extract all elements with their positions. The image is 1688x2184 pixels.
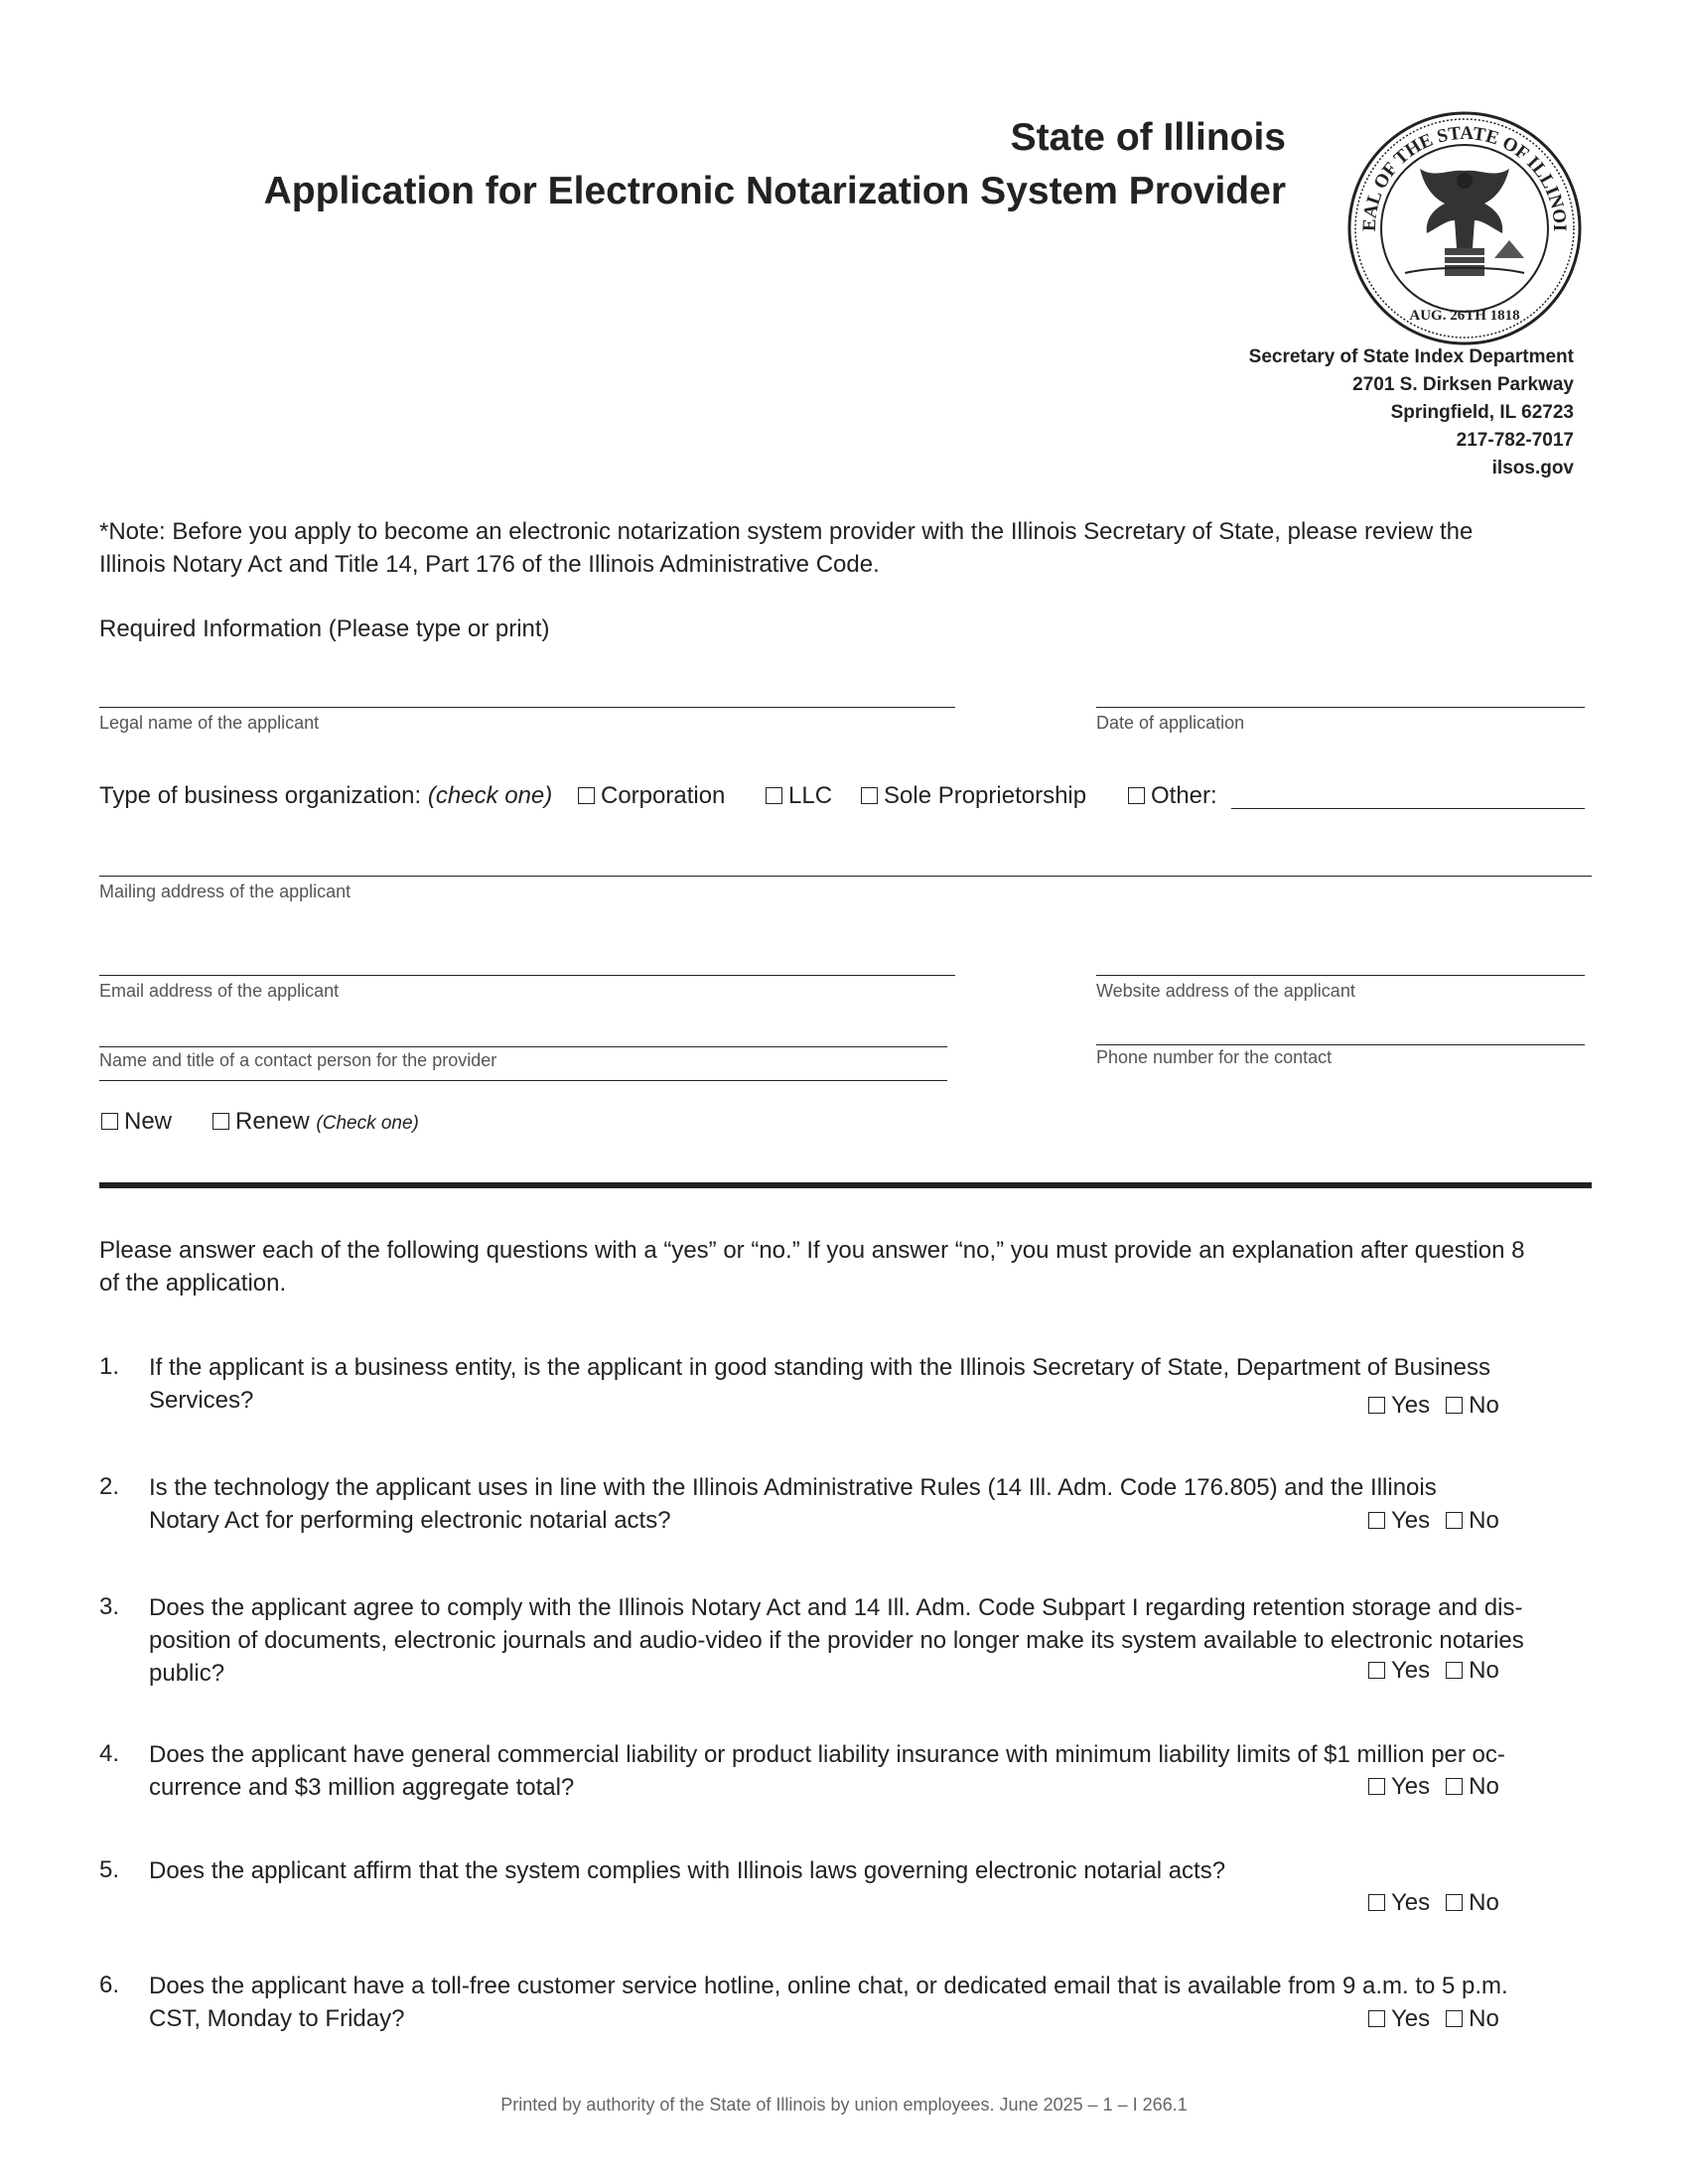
note-line-2: Illinois Notary Act and Title 14, Part 176 of the Illinois Administrative Code. xyxy=(99,551,880,578)
address-street: 2701 S. Dirksen Parkway xyxy=(1352,374,1574,395)
question-2-number: 2. xyxy=(99,1473,120,1500)
section-divider xyxy=(99,1182,1592,1188)
business-type-row xyxy=(99,780,552,812)
required-info-heading: Required Information (Please type or print) xyxy=(99,615,550,642)
page-title: Application for Electronic Notarization System Provider xyxy=(263,170,1286,212)
other-label: Other: xyxy=(1151,782,1217,809)
checkbox-no[interactable] xyxy=(1446,1512,1463,1529)
question-5-text xyxy=(149,1854,1599,1887)
address-website: ilsos.gov xyxy=(1491,458,1574,478)
option-renew[interactable] xyxy=(212,1106,419,1140)
question-4-number: 4. xyxy=(99,1740,120,1767)
svg-text:AUG. 26TH 1818: AUG. 26TH 1818 xyxy=(1409,308,1520,324)
renew-label: Renew xyxy=(235,1108,310,1135)
checkbox-no[interactable] xyxy=(1446,2010,1463,2027)
svg-text:SEAL OF THE STATE OF ILLINOIS: EAL OF THE STATE OF ILLINOI xyxy=(1358,122,1571,232)
question-1-answer xyxy=(1368,1390,1515,1422)
question-3-number: 3. xyxy=(99,1593,120,1620)
checkbox-yes[interactable] xyxy=(1368,2010,1385,2027)
question-line: Is the technology the applicant uses in line with the Illinois Administrative Rules (14 Ill. Adm. Code 176.805) and the Illinois xyxy=(149,1474,1437,1501)
question-line: If the applicant is a business entity, is the applicant in good standing with the Illinois Secretary of State, Department of Business xyxy=(149,1354,1490,1381)
corporation-label: Corporation xyxy=(601,782,726,809)
date-of-application-label: Date of application xyxy=(1096,713,1245,733)
date-of-application-field[interactable] xyxy=(1096,707,1585,708)
business-type-label: Type of business organization: xyxy=(99,782,422,809)
question-line: Does the applicant have a toll-free customer service hotline, online chat, or dedicated email that is available from 9 a.m. to 5 p.m. xyxy=(149,1973,1508,1999)
option-llc[interactable] xyxy=(766,780,832,812)
instructions-line-2: of the application. xyxy=(99,1270,287,1297)
address-city: Springfield, IL 62723 xyxy=(1390,402,1574,423)
question-line: Does the applicant agree to comply with the Illinois Notary Act and 14 Ill. Adm. Code Subpart I regarding retention storage and dis- xyxy=(149,1594,1523,1621)
yes-option[interactable]: Yes xyxy=(1368,1655,1430,1687)
other-specify-field[interactable] xyxy=(1231,808,1585,809)
business-type-hint: (check one) xyxy=(427,782,553,809)
checkbox-new[interactable] xyxy=(101,1113,118,1130)
checkbox-yes[interactable] xyxy=(1368,1512,1385,1529)
option-corporation[interactable] xyxy=(578,780,725,812)
sole-proprietorship-label: Sole Proprietorship xyxy=(884,782,1087,809)
address-phone: 217-782-7017 xyxy=(1456,430,1574,451)
contact-person-label: Name and title of a contact person for the provider xyxy=(99,1050,497,1070)
question-4-answer xyxy=(1368,1771,1515,1803)
option-other[interactable] xyxy=(1128,780,1217,812)
checkbox-yes[interactable] xyxy=(1368,1894,1385,1911)
question-line: public? xyxy=(149,1660,225,1687)
yes-option[interactable]: Yes xyxy=(1368,1771,1430,1803)
phone-number-label: Phone number for the contact xyxy=(1096,1047,1333,1067)
address-department: Secretary of State Index Department xyxy=(1248,346,1574,367)
option-sole-proprietorship[interactable] xyxy=(861,780,1086,812)
legal-name-field[interactable] xyxy=(99,707,955,708)
checkbox-no[interactable] xyxy=(1446,1894,1463,1911)
contact-person-field[interactable] xyxy=(99,1046,947,1047)
question-line: currence and $3 million aggregate total? xyxy=(149,1774,575,1801)
note-line-1: *Note: Before you apply to become an electronic notarization system provider with the Illinois Secretary of State, please review the xyxy=(99,518,1474,545)
mailing-address-label: Mailing address of the applicant xyxy=(99,882,352,901)
question-3-answer xyxy=(1368,1655,1515,1687)
page-title-state: State of Illinois xyxy=(1010,116,1286,159)
mailing-address-field[interactable] xyxy=(99,876,1592,877)
checkbox-yes[interactable] xyxy=(1368,1662,1385,1679)
question-line: Notary Act for performing electronic notarial acts? xyxy=(149,1507,671,1534)
llc-label: LLC xyxy=(788,782,833,809)
no-option[interactable]: No xyxy=(1446,1390,1499,1422)
yes-option[interactable]: Yes xyxy=(1368,2003,1430,2035)
yes-option[interactable]: Yes xyxy=(1368,1390,1430,1422)
question-6-number: 6. xyxy=(99,1972,120,1998)
new-label: New xyxy=(124,1108,173,1135)
instructions-line-1: Please answer each of the following questions with a “yes” or “no.” If you answer “no,” you must provide an explanation after question 8 xyxy=(99,1237,1525,1264)
question-line: Does the applicant affirm that the system complies with Illinois laws governing electronic notarial acts? xyxy=(149,1857,1226,1884)
checkbox-sole-proprietorship[interactable] xyxy=(861,787,878,804)
renew-hint: (Check one) xyxy=(316,1113,419,1134)
checkbox-llc[interactable] xyxy=(766,787,782,804)
checkbox-yes[interactable] xyxy=(1368,1778,1385,1795)
checkbox-corporation[interactable] xyxy=(578,787,595,804)
website-address-label: Website address of the applicant xyxy=(1096,981,1355,1001)
state-seal-icon xyxy=(1345,109,1584,347)
question-1-number: 1. xyxy=(99,1353,120,1380)
question-5-answer xyxy=(1368,1887,1515,1919)
checkbox-renew[interactable] xyxy=(212,1113,229,1130)
checkbox-yes[interactable] xyxy=(1368,1397,1385,1414)
yes-option[interactable]: Yes xyxy=(1368,1505,1430,1537)
question-line: position of documents, electronic journals and audio-video if the provider no longer make its system available to electronic notaries xyxy=(149,1627,1524,1654)
checkbox-no[interactable] xyxy=(1446,1397,1463,1414)
email-address-label: Email address of the applicant xyxy=(99,981,340,1001)
no-option[interactable]: No xyxy=(1446,2003,1499,2035)
question-line: CST, Monday to Friday? xyxy=(149,2005,405,2032)
phone-number-field[interactable] xyxy=(1096,1044,1585,1045)
checkbox-other[interactable] xyxy=(1128,787,1145,804)
question-6-answer xyxy=(1368,2003,1515,2035)
question-2-answer xyxy=(1368,1505,1515,1537)
option-new[interactable] xyxy=(101,1106,172,1138)
footer-print-authority: Printed by authority of the State of Illinois by union employees. June 2025 – 1 – I 266.1 xyxy=(500,2095,1188,2115)
checkbox-no[interactable] xyxy=(1446,1662,1463,1679)
checkbox-no[interactable] xyxy=(1446,1778,1463,1795)
no-option[interactable]: No xyxy=(1446,1887,1499,1919)
no-option[interactable]: No xyxy=(1446,1771,1499,1803)
no-option[interactable]: No xyxy=(1446,1655,1499,1687)
question-line: Services? xyxy=(149,1387,254,1414)
website-address-field[interactable] xyxy=(1096,975,1585,976)
no-option[interactable]: No xyxy=(1446,1505,1499,1537)
contact-underline xyxy=(99,1080,947,1081)
yes-option[interactable]: Yes xyxy=(1368,1887,1430,1919)
legal-name-label: Legal name of the applicant xyxy=(99,713,320,733)
question-line: Does the applicant have general commercial liability or product liability insurance with minimum liability limits of $1 million per oc- xyxy=(149,1741,1505,1768)
question-5-number: 5. xyxy=(99,1856,120,1883)
email-address-field[interactable] xyxy=(99,975,955,976)
